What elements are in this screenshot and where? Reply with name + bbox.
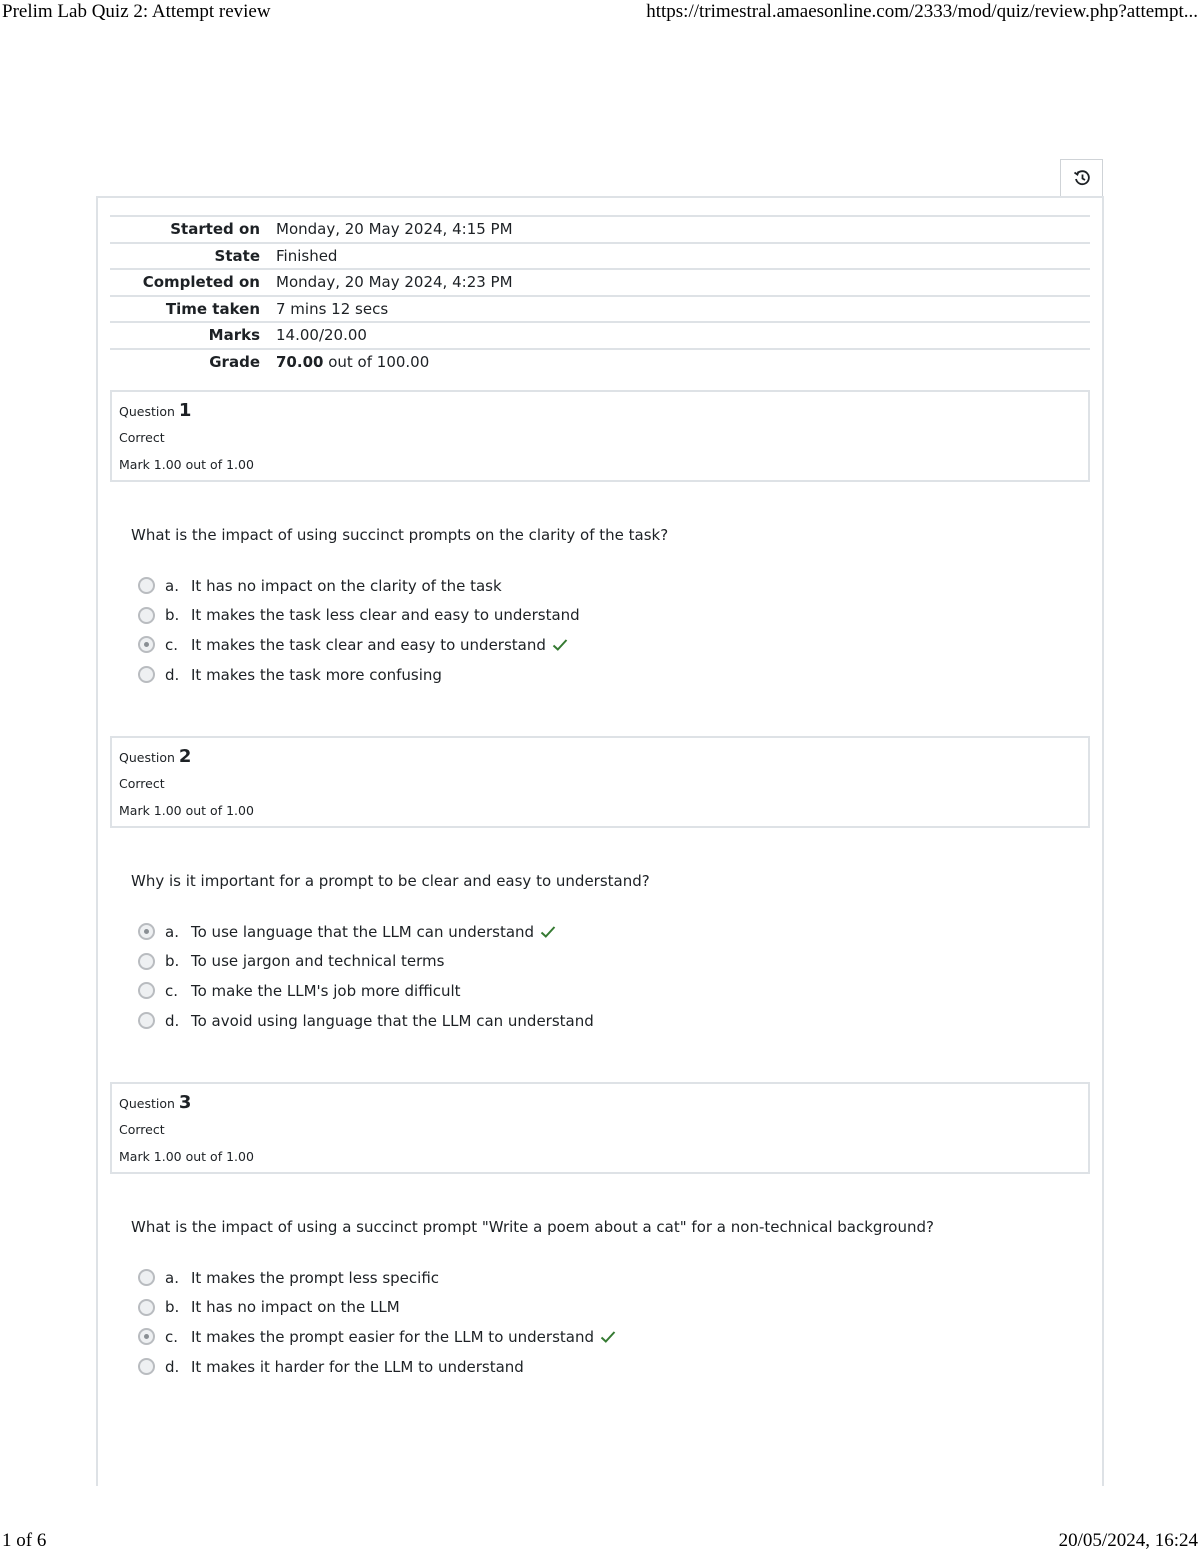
- attempt-summary-table: [110, 215, 1090, 374]
- summary-row-completed: Completed on Monday, 20 May 2024, 4:23 PM: [110, 268, 1090, 295]
- grade-out-of: out of 100.00: [323, 352, 430, 371]
- radio-button[interactable]: [138, 1299, 155, 1316]
- answer-option[interactable]: a. It makes the prompt less specific: [138, 1263, 616, 1293]
- history-icon: [1073, 169, 1091, 187]
- question-number: 3: [178, 1092, 192, 1113]
- summary-row-marks: Marks 14.00/20.00: [110, 321, 1090, 348]
- correct-check-icon: [600, 1330, 616, 1344]
- radio-button[interactable]: [138, 666, 155, 683]
- question-status: Correct: [119, 1122, 165, 1137]
- question-status: Correct: [119, 430, 165, 445]
- question-mark: Mark 1.00 out of 1.00: [119, 457, 254, 472]
- radio-button[interactable]: [138, 607, 155, 624]
- summary-row-grade: Grade 70.00 out of 100.00: [110, 348, 1090, 375]
- answer-option[interactable]: b. It has no impact on the LLM: [138, 1293, 616, 1323]
- question-mark: Mark 1.00 out of 1.00: [119, 1149, 254, 1164]
- radio-button[interactable]: [138, 953, 155, 970]
- radio-button-selected[interactable]: [138, 636, 155, 653]
- answer-option[interactable]: a. To use language that the LLM can understand: [138, 917, 594, 947]
- grade-value: 70.00: [276, 352, 324, 371]
- question-number: 2: [178, 746, 192, 767]
- radio-button[interactable]: [138, 577, 155, 594]
- answer-options-1: [138, 571, 580, 689]
- question-mark: Mark 1.00 out of 1.00: [119, 803, 254, 818]
- answer-option[interactable]: b. It makes the task less clear and easy to understand: [138, 601, 580, 631]
- question-info-3: [110, 1082, 1090, 1174]
- question-text-3: What is the impact of using a succinct prompt "Write a poem about a cat" for a non-technical background?: [131, 1218, 934, 1236]
- summary-row-time-taken: Time taken 7 mins 12 secs: [110, 295, 1090, 322]
- print-footer: [0, 1530, 1200, 1552]
- question-status: Correct: [119, 776, 165, 791]
- radio-button-selected[interactable]: [138, 923, 155, 940]
- answer-option[interactable]: a. It has no impact on the clarity of the task: [138, 571, 580, 601]
- timeline-button[interactable]: [1060, 159, 1103, 197]
- print-datetime: 20/05/2024, 16:24: [1058, 1530, 1198, 1551]
- answer-option[interactable]: c. It makes the task clear and easy to understand: [138, 630, 580, 660]
- answer-option[interactable]: d. It makes the task more confusing: [138, 660, 580, 690]
- question-number: 1: [178, 400, 192, 421]
- radio-button-selected[interactable]: [138, 1328, 155, 1345]
- answer-option[interactable]: d. To avoid using language that the LLM can understand: [138, 1006, 594, 1036]
- print-url: https://trimestral.amaesonline.com/2333/mod/quiz/review.php?attempt...: [646, 1, 1198, 22]
- summary-row-started: Started on Monday, 20 May 2024, 4:15 PM: [110, 215, 1090, 242]
- answer-options-3: [138, 1263, 616, 1381]
- answer-option[interactable]: d. It makes it harder for the LLM to understand: [138, 1352, 616, 1382]
- print-header: [0, 1, 1200, 23]
- question-text-2: Why is it important for a prompt to be clear and easy to understand?: [131, 872, 650, 890]
- question-text-1: What is the impact of using succinct prompts on the clarity of the task?: [131, 526, 669, 544]
- answer-option[interactable]: c. It makes the prompt easier for the LLM to understand: [138, 1322, 616, 1352]
- summary-row-state: State Finished: [110, 242, 1090, 269]
- print-page-number: 1 of 6: [2, 1530, 47, 1551]
- question-label: Question: [119, 404, 175, 419]
- radio-button[interactable]: [138, 1012, 155, 1029]
- print-page-title: Prelim Lab Quiz 2: Attempt review: [2, 1, 271, 22]
- correct-check-icon: [552, 638, 568, 652]
- answer-option[interactable]: c. To make the LLM's job more difficult: [138, 976, 594, 1006]
- question-info-2: [110, 736, 1090, 828]
- radio-button[interactable]: [138, 1358, 155, 1375]
- correct-check-icon: [540, 925, 556, 939]
- radio-button[interactable]: [138, 982, 155, 999]
- question-label: Question: [119, 1096, 175, 1111]
- question-label: Question: [119, 750, 175, 765]
- answer-options-2: [138, 917, 594, 1035]
- radio-button[interactable]: [138, 1269, 155, 1286]
- question-info-1: [110, 390, 1090, 482]
- answer-option[interactable]: b. To use jargon and technical terms: [138, 947, 594, 977]
